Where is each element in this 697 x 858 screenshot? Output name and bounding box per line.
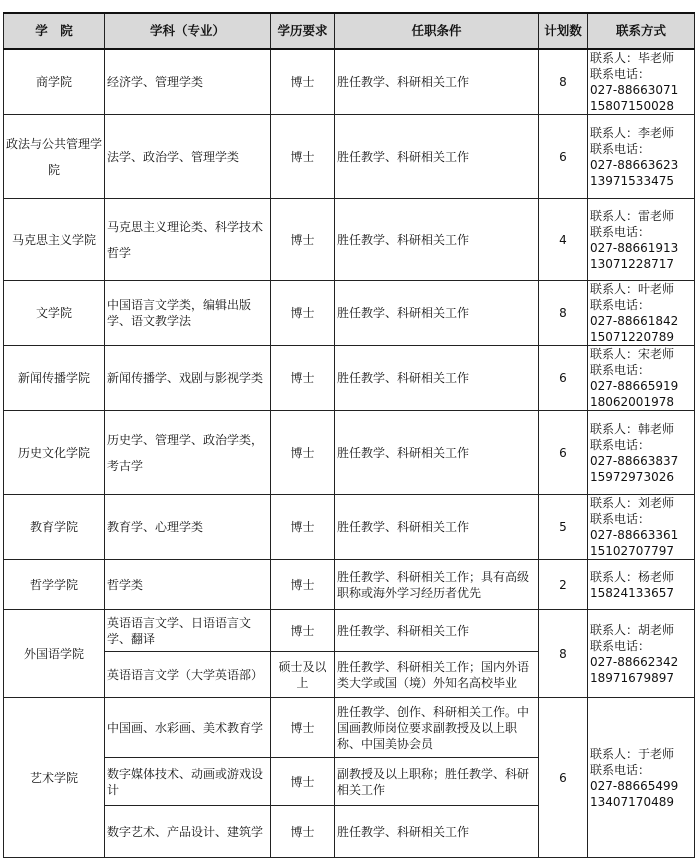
count-cell: 6 <box>539 115 588 199</box>
major-cell: 数字艺术、产品设计、建筑学 <box>105 806 271 858</box>
contact-phone: 027-88662342 <box>590 654 679 669</box>
degree-cell: 博士 <box>271 49 335 115</box>
contact-phone: 027-88663071 <box>590 83 679 97</box>
contact-cell <box>588 610 695 698</box>
condition-cell: 胜任教学、科研相关工作；国内外语类大学或国（境）外知名高校毕业 <box>335 652 539 698</box>
contact-mobile: 13971533475 <box>590 173 674 188</box>
condition-cell: 胜任教学、科研相关工作 <box>335 199 539 281</box>
contact-person: 联系人：胡老师 <box>590 622 675 637</box>
college-cell: 商学院 <box>4 49 105 115</box>
college-cell: 教育学院 <box>4 495 105 560</box>
table-row <box>4 346 695 411</box>
contact-phone-label: 联系电话： <box>590 67 651 81</box>
count-cell: 8 <box>539 49 588 115</box>
contact-person: 联系人：毕老师 <box>590 51 675 65</box>
contact-phone-label: 联系电话： <box>590 437 651 452</box>
major-cell: 英语语言文学、日语语言文学、翻译 <box>105 610 271 652</box>
college-cell: 外国语学院 <box>4 610 105 698</box>
degree-cell: 博士 <box>271 610 335 652</box>
contact-phone: 15824133657 <box>590 585 674 600</box>
contact-phone: 027-88663837 <box>590 453 679 468</box>
contact-person: 联系人：李老师 <box>590 125 675 140</box>
contact-mobile: 13071228717 <box>590 256 674 271</box>
table-row <box>4 281 695 346</box>
header-major: 学科（专业） <box>105 13 271 49</box>
degree-cell: 博士 <box>271 495 335 560</box>
contact-phone: 027-88665499 <box>590 778 679 793</box>
count-cell: 2 <box>539 560 588 610</box>
contact-cell <box>588 495 695 560</box>
degree-cell: 博士 <box>271 411 335 495</box>
contact-mobile: 15807150028 <box>590 99 674 113</box>
count-cell: 6 <box>539 346 588 411</box>
college-cell: 哲学学院 <box>4 560 105 610</box>
table-row <box>4 411 695 495</box>
contact-person: 联系人：宋老师 <box>590 347 675 361</box>
degree-cell: 博士 <box>271 281 335 346</box>
degree-cell: 博士 <box>271 806 335 858</box>
contact-cell <box>588 199 695 281</box>
table-row <box>4 495 695 560</box>
contact-person: 联系人：叶老师 <box>590 282 675 296</box>
count-cell: 8 <box>539 610 588 698</box>
contact-phone-label: 联系电话： <box>590 762 651 777</box>
major-cell: 中国画、水彩画、美术教育学 <box>105 698 271 758</box>
contact-person: 联系人：雷老师 <box>590 208 675 223</box>
count-cell: 4 <box>539 199 588 281</box>
degree-cell: 博士 <box>271 698 335 758</box>
count-cell: 6 <box>539 411 588 495</box>
contact-phone-label: 联系电话： <box>590 298 651 312</box>
header-condition: 任职条件 <box>335 13 539 49</box>
degree-cell: 博士 <box>271 115 335 199</box>
table-row <box>4 115 695 199</box>
contact-phone: 027-88661913 <box>590 240 679 255</box>
condition-cell: 胜任教学、科研相关工作 <box>335 115 539 199</box>
college-cell: 新闻传播学院 <box>4 346 105 411</box>
count-cell: 5 <box>539 495 588 560</box>
contact-person: 联系人：于老师 <box>590 746 675 761</box>
college-cell: 艺术学院 <box>4 698 105 858</box>
major-cell: 数字媒体技术、动画或游戏设计 <box>105 758 271 806</box>
header-college: 学 院 <box>4 13 105 49</box>
major-cell: 法学、政治学、管理学类 <box>105 115 271 199</box>
contact-phone: 027-88661842 <box>590 314 679 328</box>
contact-phone-label: 联系电话： <box>590 141 651 156</box>
header-degree: 学历要求 <box>271 13 335 49</box>
condition-cell: 胜任教学、科研相关工作 <box>335 411 539 495</box>
contact-person: 联系人：韩老师 <box>590 421 675 436</box>
table-row <box>4 560 695 610</box>
condition-cell: 胜任教学、科研相关工作 <box>335 281 539 346</box>
count-cell: 6 <box>539 698 588 858</box>
table-row <box>4 199 695 281</box>
contact-mobile: 18062001978 <box>590 395 674 409</box>
contact-phone-label: 联系电话： <box>590 363 651 377</box>
contact-phone-label: 联系电话： <box>590 638 651 653</box>
contact-mobile: 18971679897 <box>590 670 674 685</box>
contact-mobile: 15102707797 <box>590 544 674 558</box>
header-contact: 联系方式 <box>588 13 695 49</box>
contact-mobile: 15071220789 <box>590 330 674 344</box>
contact-cell <box>588 49 695 115</box>
contact-cell <box>588 281 695 346</box>
contact-mobile: 15972973026 <box>590 469 674 484</box>
condition-cell: 胜任教学、科研相关工作 <box>335 346 539 411</box>
contact-phone: 027-88663361 <box>590 528 679 542</box>
condition-cell: 胜任教学、科研相关工作 <box>335 49 539 115</box>
contact-mobile: 13407170489 <box>590 794 674 809</box>
major-cell: 哲学类 <box>105 560 271 610</box>
contact-phone-label: 联系电话： <box>590 224 651 239</box>
table-row <box>4 49 695 115</box>
college-cell: 马克思主义学院 <box>4 199 105 281</box>
major-cell: 教育学、心理学类 <box>105 495 271 560</box>
contact-cell <box>588 698 695 858</box>
degree-cell: 硕士及以上 <box>271 652 335 698</box>
contact-cell <box>588 115 695 199</box>
contact-person: 联系人：刘老师 <box>590 496 675 510</box>
condition-cell: 胜任教学、科研相关工作；具有高级职称或海外学习经历者优先 <box>335 560 539 610</box>
contact-cell <box>588 411 695 495</box>
table-row <box>4 698 695 758</box>
count-cell: 8 <box>539 281 588 346</box>
header-row <box>4 13 695 49</box>
major-cell: 历史学、管理学、政治学类，考古学 <box>105 411 271 495</box>
major-cell: 英语语言文学（大学英语部） <box>105 652 271 698</box>
contact-phone-label: 联系电话： <box>590 512 651 526</box>
major-cell: 经济学、管理学类 <box>105 49 271 115</box>
degree-cell: 博士 <box>271 560 335 610</box>
contact-phone: 027-88663623 <box>590 157 679 172</box>
degree-cell: 博士 <box>271 758 335 806</box>
major-cell: 新闻传播学、戏剧与影视学类 <box>105 346 271 411</box>
header-count: 计划数 <box>539 13 588 49</box>
recruitment-table <box>3 12 695 858</box>
college-cell: 历史文化学院 <box>4 411 105 495</box>
table-row <box>4 610 695 652</box>
major-cell: 马克思主义理论类、科学技术哲学 <box>105 199 271 281</box>
condition-cell: 胜任教学、创作、科研相关工作。中国画教师岗位要求副教授及以上职称、中国美协会员 <box>335 698 539 758</box>
condition-cell: 胜任教学、科研相关工作 <box>335 495 539 560</box>
college-cell: 政法与公共管理学院 <box>4 115 105 199</box>
condition-cell: 副教授及以上职称；胜任教学、科研相关工作 <box>335 758 539 806</box>
contact-cell <box>588 560 695 610</box>
condition-cell: 胜任教学、科研相关工作 <box>335 806 539 858</box>
college-cell: 文学院 <box>4 281 105 346</box>
major-cell: 中国语言文学类，编辑出版学、语文教学法 <box>105 281 271 346</box>
contact-phone: 027-88665919 <box>590 379 679 393</box>
contact-person: 联系人：杨老师 <box>590 569 675 584</box>
contact-cell <box>588 346 695 411</box>
degree-cell: 博士 <box>271 346 335 411</box>
condition-cell: 胜任教学、科研相关工作 <box>335 610 539 652</box>
degree-cell: 博士 <box>271 199 335 281</box>
